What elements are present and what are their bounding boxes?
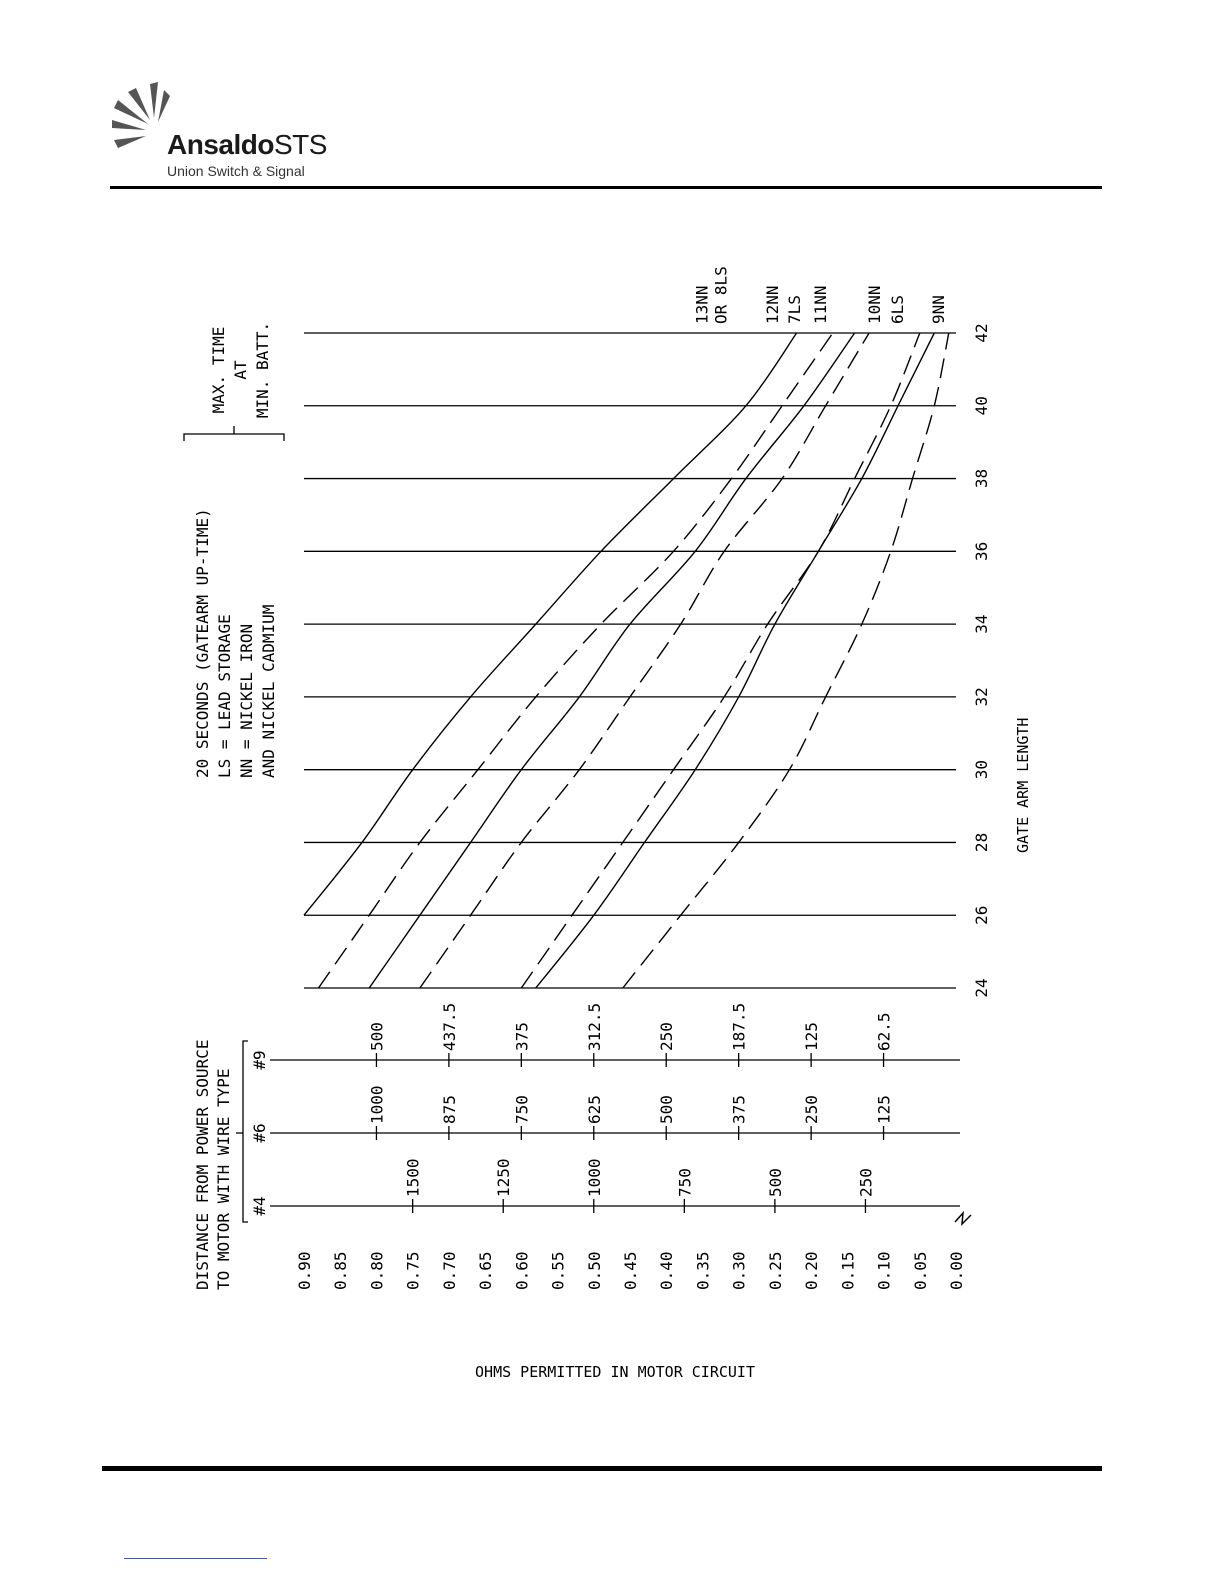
series-label: 6LS <box>888 295 907 324</box>
y-tick-label: 0.85 <box>331 1251 351 1290</box>
max-time-bracket <box>184 434 284 441</box>
distance-scale-title: DISTANCE FROM POWER SOURCE <box>193 1039 212 1290</box>
distance-tick-label: 187.5 <box>729 1002 749 1051</box>
series-line <box>623 333 949 988</box>
distance-tick-label: 437.5 <box>439 1002 459 1051</box>
series-label: OR 8LS <box>711 266 731 324</box>
y-tick-label: 0.10 <box>874 1251 894 1290</box>
distance-tick-label: 1000 <box>367 1085 387 1124</box>
distance-tick-label: 500 <box>367 1022 387 1051</box>
y-axis-label: OHMS PERMITTED IN MOTOR CIRCUIT <box>475 1363 755 1381</box>
distance-tick-label: 875 <box>439 1095 459 1124</box>
y-tick-label: 0.80 <box>367 1251 387 1290</box>
ohm-tick-labels <box>295 1251 966 1290</box>
distance-tick-label: 625 <box>584 1095 604 1124</box>
max-time-label: MAX. TIME <box>209 326 228 414</box>
distance-tick-label: 375 <box>729 1095 749 1124</box>
y-tick-label: 0.75 <box>403 1251 423 1290</box>
wire-type-label: #6 <box>250 1123 269 1143</box>
max-time-label: AT <box>231 360 250 380</box>
x-axis-label: GATE ARM LENGTH <box>1014 717 1032 853</box>
distance-scales <box>193 1003 960 1290</box>
x-tick-label: 38 <box>972 468 991 489</box>
footer-link-underline <box>124 1558 267 1559</box>
x-tick-label: 24 <box>972 978 991 998</box>
y-tick-label: 0.35 <box>693 1251 713 1290</box>
y-tick-label: 0.05 <box>910 1251 930 1290</box>
series-label: 13NN <box>692 285 712 324</box>
series-line <box>420 333 869 988</box>
x-tick-label: 26 <box>972 905 991 925</box>
distance-tick-label: 1250 <box>494 1158 514 1197</box>
x-tick-label: 32 <box>972 687 991 707</box>
distance-tick-label: 500 <box>765 1168 785 1197</box>
y-tick-label: 0.00 <box>947 1251 966 1290</box>
series-label: 12NN <box>763 285 782 324</box>
distance-tick-label: 1500 <box>403 1158 423 1197</box>
wire-type-label: #9 <box>250 1050 269 1070</box>
series-curves <box>304 333 949 988</box>
axis-break-icon <box>955 1213 971 1224</box>
distance-scale-title: TO MOTOR WITH WIRE TYPE <box>214 1068 233 1290</box>
distance-tick-label: 750 <box>512 1095 532 1124</box>
y-tick-label: 0.45 <box>621 1251 640 1290</box>
x-tick-label: 30 <box>972 760 991 780</box>
wire-type-label: #4 <box>250 1196 269 1216</box>
series-label: 7LS <box>785 295 804 324</box>
y-tick-label: 0.30 <box>729 1251 749 1290</box>
y-tick-label: 0.55 <box>548 1251 568 1290</box>
logo-brand-suffix: STS <box>273 129 327 160</box>
series-label: 10NN <box>865 285 884 324</box>
distance-tick-label: 250 <box>802 1095 822 1124</box>
x-tick-label: 40 <box>972 396 991 416</box>
note-line: LS = LEAD STORAGE <box>215 614 234 778</box>
footer-divider <box>102 1466 1102 1471</box>
series-line <box>319 333 833 988</box>
x-tick-label: 34 <box>972 614 991 634</box>
x-tick-label: 42 <box>972 323 991 343</box>
gate-arm-tick-labels <box>972 323 991 997</box>
distance-tick-label: 375 <box>512 1022 532 1051</box>
y-tick-label: 0.20 <box>802 1251 822 1290</box>
distance-tick-label: 500 <box>657 1095 677 1124</box>
series-line <box>521 333 920 988</box>
y-tick-label: 0.70 <box>439 1251 459 1290</box>
distance-tick-label: 750 <box>675 1168 695 1197</box>
y-tick-label: 0.50 <box>584 1251 604 1290</box>
wire-type-bracket <box>243 1041 248 1222</box>
y-tick-label: 0.25 <box>765 1251 785 1290</box>
y-tick-label: 0.90 <box>295 1251 314 1290</box>
logo-tagline: Union Switch & Signal <box>167 163 305 179</box>
series-labels <box>693 266 949 324</box>
series-label: 11NN <box>811 285 830 324</box>
note-line: 20 SECONDS (GATEARM UP-TIME) <box>193 508 212 778</box>
distance-tick-label: 250 <box>856 1168 876 1197</box>
max-time-label: MIN. BATT. <box>253 321 272 419</box>
y-tick-label: 0.15 <box>838 1251 858 1290</box>
x-tick-label: 36 <box>972 541 991 561</box>
distance-tick-label: 312.5 <box>584 1002 604 1051</box>
distance-tick-label: 125 <box>802 1022 822 1051</box>
distance-tick-label: 250 <box>657 1022 677 1051</box>
note-line: NN = NICKEL IRON <box>237 623 256 778</box>
y-tick-label: 0.40 <box>657 1251 677 1290</box>
logo-brand-main: Ansaldo <box>167 129 274 160</box>
gate-arm-grid-lines <box>304 333 956 988</box>
series-label: 9NN <box>929 295 948 324</box>
series-line <box>536 333 935 988</box>
x-tick-label: 28 <box>972 832 991 853</box>
notes-block <box>184 322 284 778</box>
distance-tick-label: 1000 <box>584 1158 604 1197</box>
distance-tick-label: 62.5 <box>874 1012 894 1051</box>
distance-tick-label: 125 <box>874 1095 894 1124</box>
y-tick-label: 0.60 <box>512 1251 532 1290</box>
note-line: AND NICKEL CADMIUM <box>259 604 278 778</box>
y-tick-label: 0.65 <box>476 1251 496 1290</box>
